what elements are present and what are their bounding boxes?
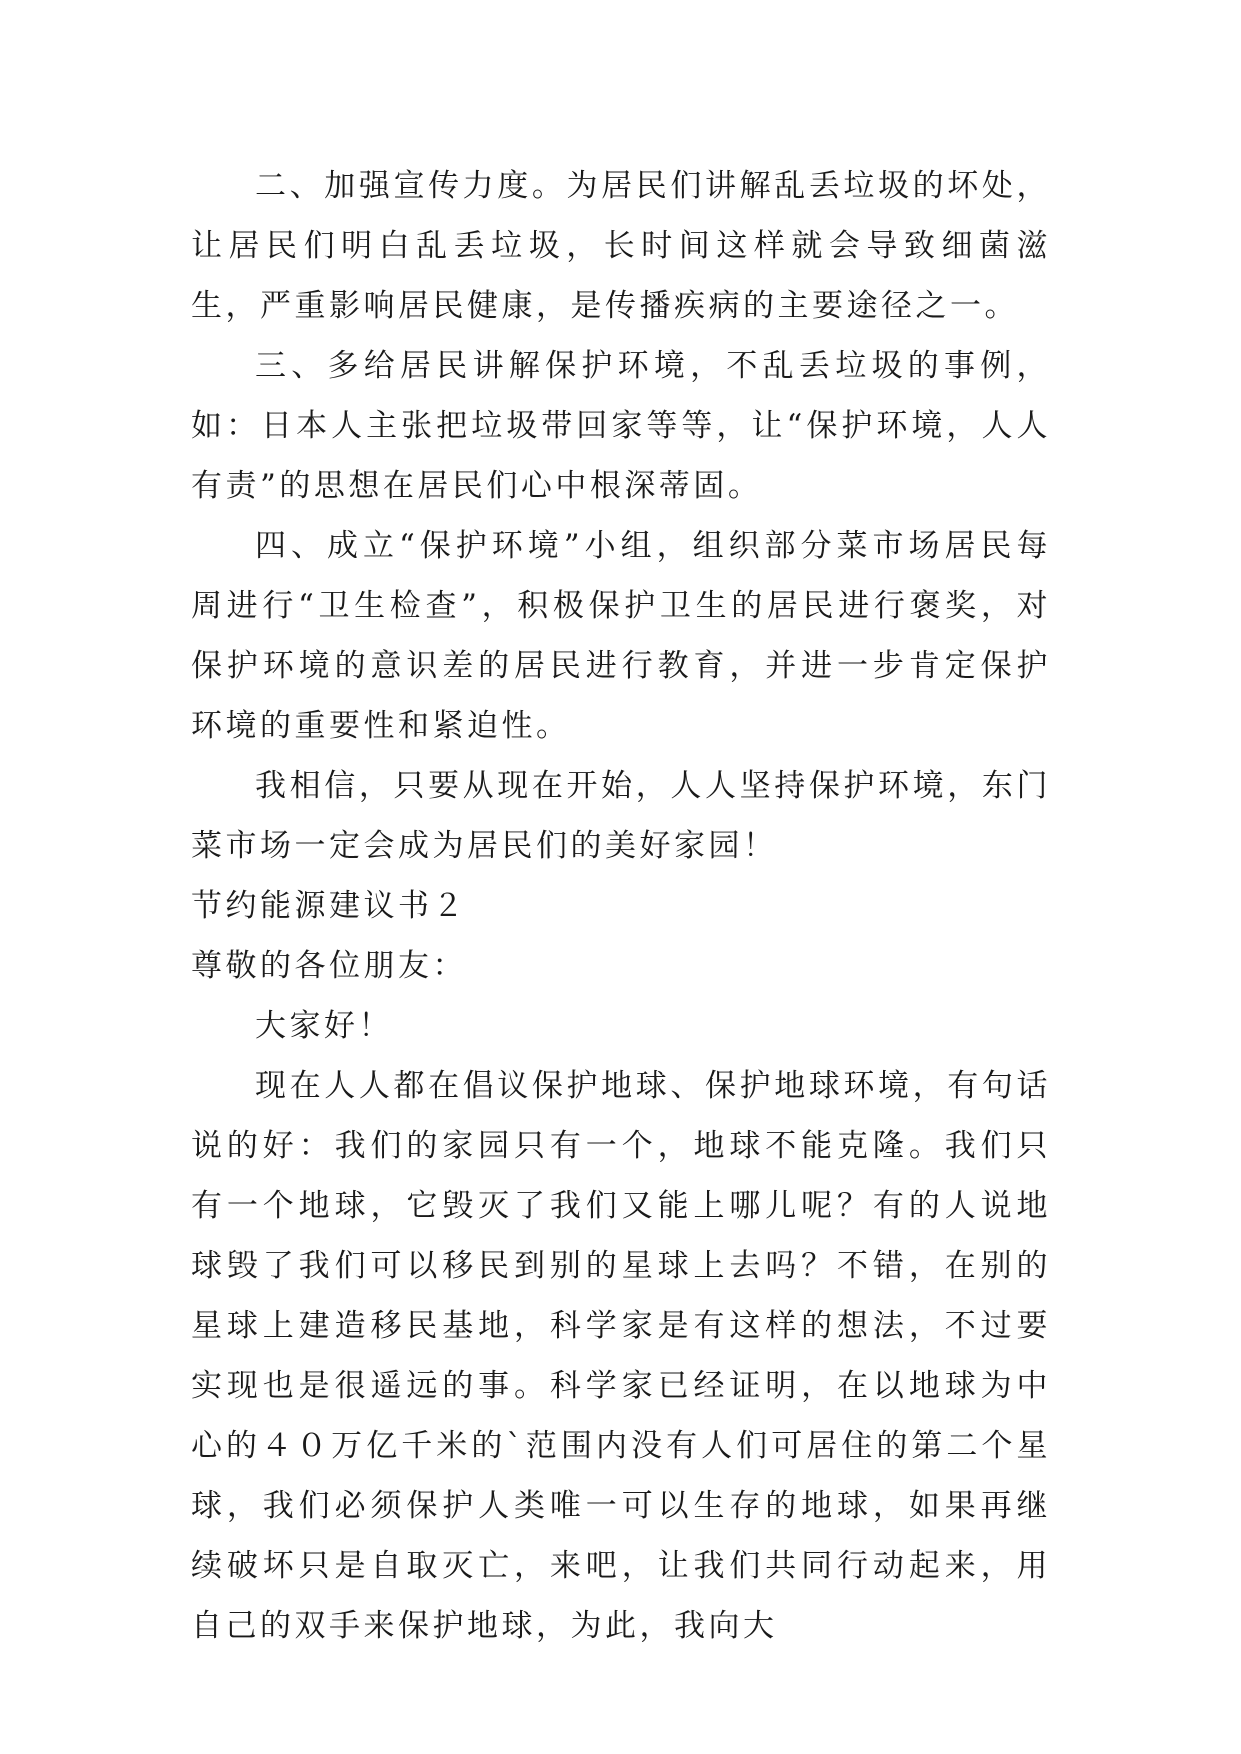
section-title: 节约能源建议书２: [191, 888, 467, 924]
paragraph-examples: 三、多给居民讲解保护环境，不乱丢垃圾的事例，如：日本人主张把垃圾带回家等等，让“保护环境，人人有责”的思想在居民们心中根深蒂固。: [191, 348, 1051, 504]
paragraph-publicity: 二、加强宣传力度。为居民们讲解乱丢垃圾的坏处，让居民们明白乱丢垃圾，长时间这样就会导致细菌滋生，严重影响居民健康，是传播疾病的主要途径之一。: [191, 168, 1051, 324]
paragraph-belief: 我相信，只要从现在开始，人人坚持保护环境，东门菜市场一定会成为居民们的美好家园！: [191, 768, 1051, 864]
paragraph-earth: 现在人人都在倡议保护地球、保护地球环境，有句话说的好：我们的家园只有一个，地球不能克隆。我们只有一个地球，它毁灭了我们又能上哪儿呢？有的人说地球毁了我们可以移民到别的星球上去吗？不错，在别的星球上建造移民基地，科学家是有这样的想法，不过要实现也是很遥远的事。科学家已经证明，在以地球为中心的４０万亿千米的`范围内没有人们可居住的第二个星球，我们必须保护人类唯一可以生存的地球，如果再继续破坏只是自取灭亡，来吧，让我们共同行动起来，用自己的双手来保护地球，为此，我向大: [191, 1068, 1051, 1644]
document-body: [191, 156, 1051, 1656]
salutation: 尊敬的各位朋友：: [191, 948, 467, 984]
greeting: 大家好！: [255, 1008, 393, 1044]
paragraph-group: 四、成立“保护环境”小组，组织部分菜市场居民每周进行“卫生检查”，积极保护卫生的居民进行褒奖，对保护环境的意识差的居民进行教育，并进一步肯定保护环境的重要性和紧迫性。: [191, 528, 1051, 744]
